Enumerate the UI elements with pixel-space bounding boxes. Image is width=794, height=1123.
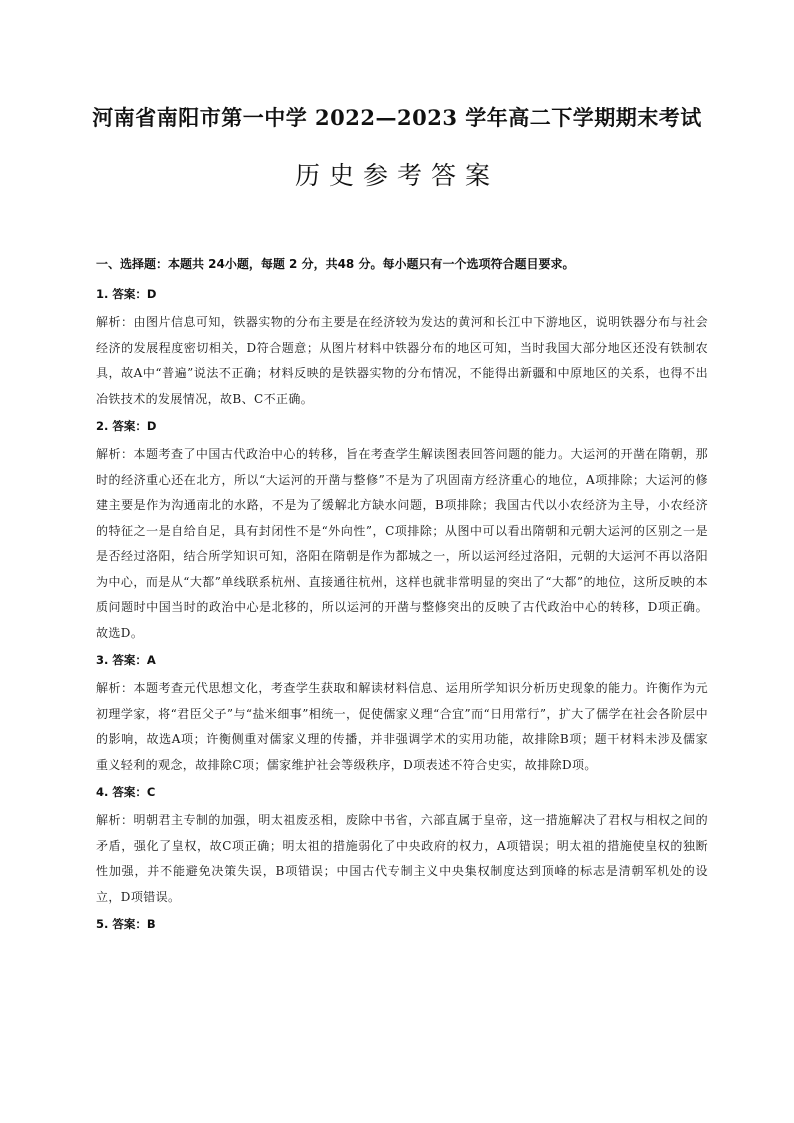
question-block: [96, 783, 708, 910]
answer-label: 1. 答案：D: [96, 287, 157, 301]
question-block: [96, 285, 708, 412]
answer-explanation: 解析：本题考查元代思想文化，考查学生获取和解读材料信息、运用所学知识分析历史现象的能力。许衡作为元初理学家，将“君臣父子”与“盐米细事”相统一，促使儒家义理“合宜”而“日用常行”，扩大了儒学在社会各阶层中的影响，故选A项；许衡侧重对儒家义理的传播，并非强调学术的实用功能，故排除B项；题干材料未涉及儒家重义轻利的观念，故排除C项；儒家维护社会等级秩序，D项表述不符合史实，故排除D项。: [96, 681, 708, 772]
answer-label: 4. 答案：C: [96, 785, 156, 799]
document-title: 河南省南阳市第一中学 2022—2023 学年高二下学期期末考试: [92, 105, 702, 130]
question-block: [96, 915, 708, 933]
answer-label: 2. 答案：D: [96, 419, 157, 433]
answer-explanation: 解析：由图片信息可知，铁器实物的分布主要是在经济较为发达的黄河和长江中下游地区，说明铁器分布与社会经济的发展程度密切相关，D符合题意；从图片材料中铁器分布的地区可知，当时我国大部分地区还没有铁制农具，故A中“普遍”说法不正确；材料反映的是铁器实物的分布情况，不能得出新疆和中原地区的关系，也得不出冶铁技术的发展情况，故B、C不正确。: [96, 315, 708, 406]
answer-label: 3. 答案：A: [96, 653, 156, 667]
document-subtitle: 历史参考答案: [294, 161, 499, 190]
answer-content: [96, 255, 708, 940]
answer-explanation: 解析：本题考查了中国古代政治中心的转移，旨在考查学生解读图表回答问题的能力。大运河的开凿在隋朝，那时的经济重心还在北方，所以“大运河的开凿与整修”不是为了巩固南方经济重心的地位，A项排除；大运河的修建主要是作为沟通南北的水路，不是为了缓解北方缺水问题，B项排除；我国古代以小农经济为主导，小农经济的特征之一是自给自足，具有封闭性不是“外向性”，C项排除；从图中可以看出隋朝和元朝大运河的区别之一是是否经过洛阳，结合所学知识可知，洛阳在隋朝是作为都城之一，所以运河经过洛阳，元朝的大运河不再以洛阳为中心，而是从“大都”单线联系杭州、直接通往杭州，这样也就非常明显的突出了“大都”的地位，这所反映的本质问题时中国当时的政治中心是北移的，所以运河的开凿与整修突出的反映了古代政治中心的转移，D项正确。故选D。: [96, 447, 708, 640]
section-heading: 一、选择题：本题共 24小题，每题 2 分，共48 分。每小题只有一个选项符合题目要求。: [96, 257, 575, 271]
question-block: [96, 651, 708, 778]
answer-explanation: 解析：明朝君主专制的加强，明太祖废丞相，废除中书省，六部直属于皇帝，这一措施解决了君权与相权之间的矛盾，强化了皇权，故C项正确；明太祖的措施弱化了中央政府的权力，A项错误；明太祖的措施使皇权的独断性加强，并不能避免决策失误，B项错误；中国古代专制主义中央集权制度达到顶峰的标志是清朝军机处的设立，D项错误。: [96, 813, 708, 904]
question-block: [96, 417, 708, 646]
answer-label: 5. 答案：B: [96, 917, 156, 931]
